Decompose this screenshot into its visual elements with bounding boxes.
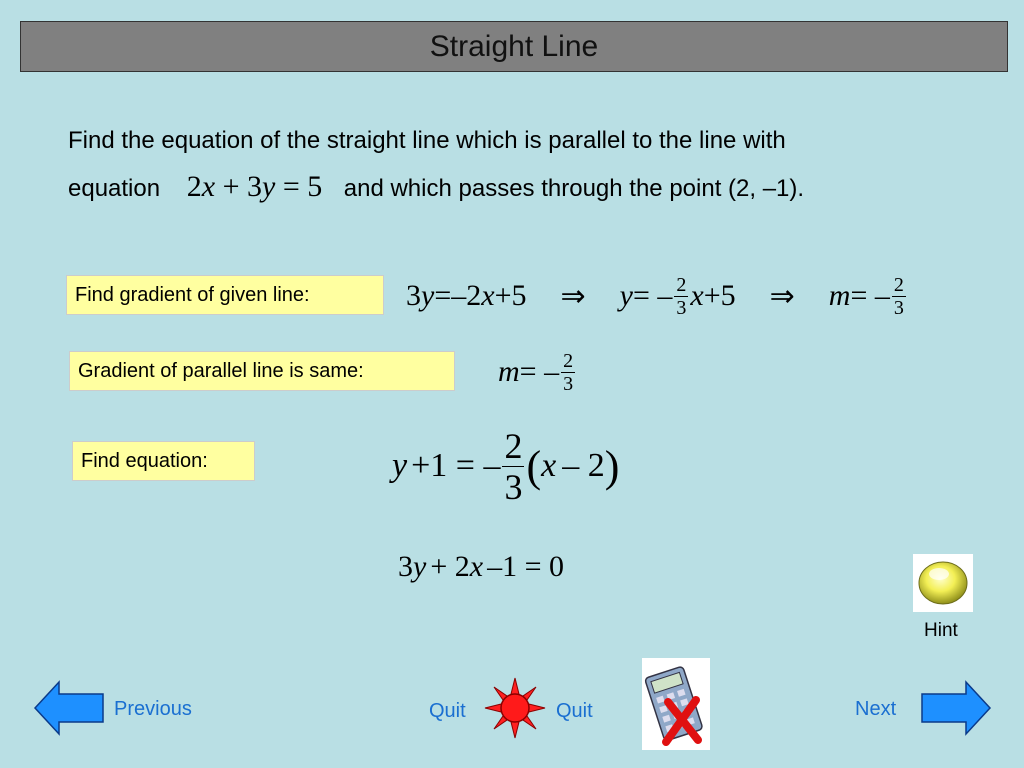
calculator-button[interactable] (642, 658, 710, 750)
sun-icon (483, 676, 547, 740)
step3-math: y +1 = – $\frac{2}{3}$ ( x – 2 ) (392, 425, 620, 507)
fraction-two-thirds-3: $\frac{2}{3}$ (563, 349, 574, 395)
calculator-crossed-icon (642, 658, 710, 750)
hint-button[interactable] (913, 554, 973, 612)
next-button[interactable] (920, 680, 992, 736)
implies-symbol: ⇒ (560, 279, 586, 313)
previous-link[interactable]: Previous (114, 698, 192, 720)
question-line-2-end: and which passes through the point (2, –1). (343, 175, 805, 202)
question-text (68, 118, 968, 212)
question-line-1: Find the equation of the straight line which is parallel to the line with (68, 127, 786, 154)
hint-label[interactable]: Hint (924, 620, 958, 641)
final-equation: 3 y + 2 x –1 = 0 (398, 550, 564, 583)
title-bar (20, 21, 1008, 72)
quit-button[interactable] (483, 676, 547, 740)
quit-link-left[interactable]: Quit (429, 700, 466, 722)
implies-symbol-2: ⇒ (769, 279, 795, 313)
fraction-two-thirds-big: $\frac{2}{3}$ (504, 425, 523, 507)
previous-button[interactable] (33, 680, 105, 736)
page-title: Straight Line (429, 29, 599, 63)
lightbulb-icon (913, 554, 973, 612)
step2-math: m = – $\frac{2}{3}$ (498, 349, 574, 395)
arrow-left-icon (33, 680, 105, 736)
step1-math: 3 y =– 2 x +5 ⇒ y = – $\frac{2}{3}$ x +5 ⇒ m = – $\frac{2}{3}$ (406, 273, 904, 319)
next-link[interactable]: Next (855, 698, 897, 720)
given-equation: 2x + 3y = 5 (186, 170, 323, 203)
fraction-two-thirds: $\frac{2}{3}$ (676, 273, 687, 319)
arrow-right-icon (920, 680, 992, 736)
quit-link-right[interactable]: Quit (556, 700, 593, 722)
question-line-2 (68, 164, 968, 212)
step-label-equation: Find equation: (72, 441, 255, 481)
question-line-2-start: equation (68, 175, 161, 202)
step-label-parallel: Gradient of parallel line is same: (69, 351, 455, 391)
step-label-gradient: Find gradient of given line: (66, 275, 384, 315)
fraction-two-thirds-2: $\frac{2}{3}$ (893, 273, 904, 319)
